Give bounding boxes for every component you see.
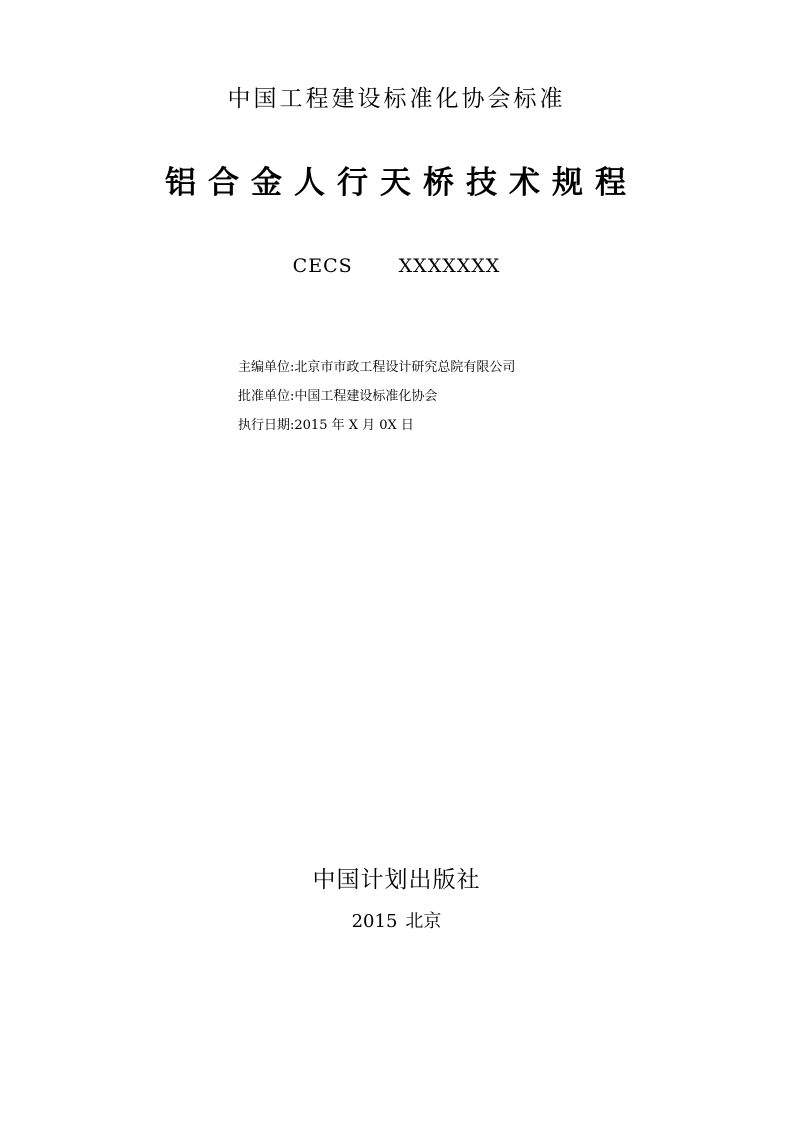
approval-unit-line: 批准单位:中国工程建设标准化协会 [238,389,438,404]
association-standard-heading: 中国工程建设标准化协会标准 [227,86,566,112]
code-number: XXXXXXX [398,255,501,277]
publish-city: 北京 [405,911,442,932]
code-prefix: CECS [292,255,353,277]
editor-unit-line: 主编单位:北京市市政工程设计研究总院有限公司 [238,360,516,375]
publish-year-city [0,909,793,935]
standard-code [0,253,793,279]
effective-date-line: 执行日期:2015 年 X 月 0X 日 [238,418,414,433]
document-info-block [238,353,515,440]
document-title: 铝合金人行天桥技术规程 [165,165,638,201]
publish-year: 2015 [351,911,398,932]
publisher-name: 中国计划出版社 [312,867,481,893]
